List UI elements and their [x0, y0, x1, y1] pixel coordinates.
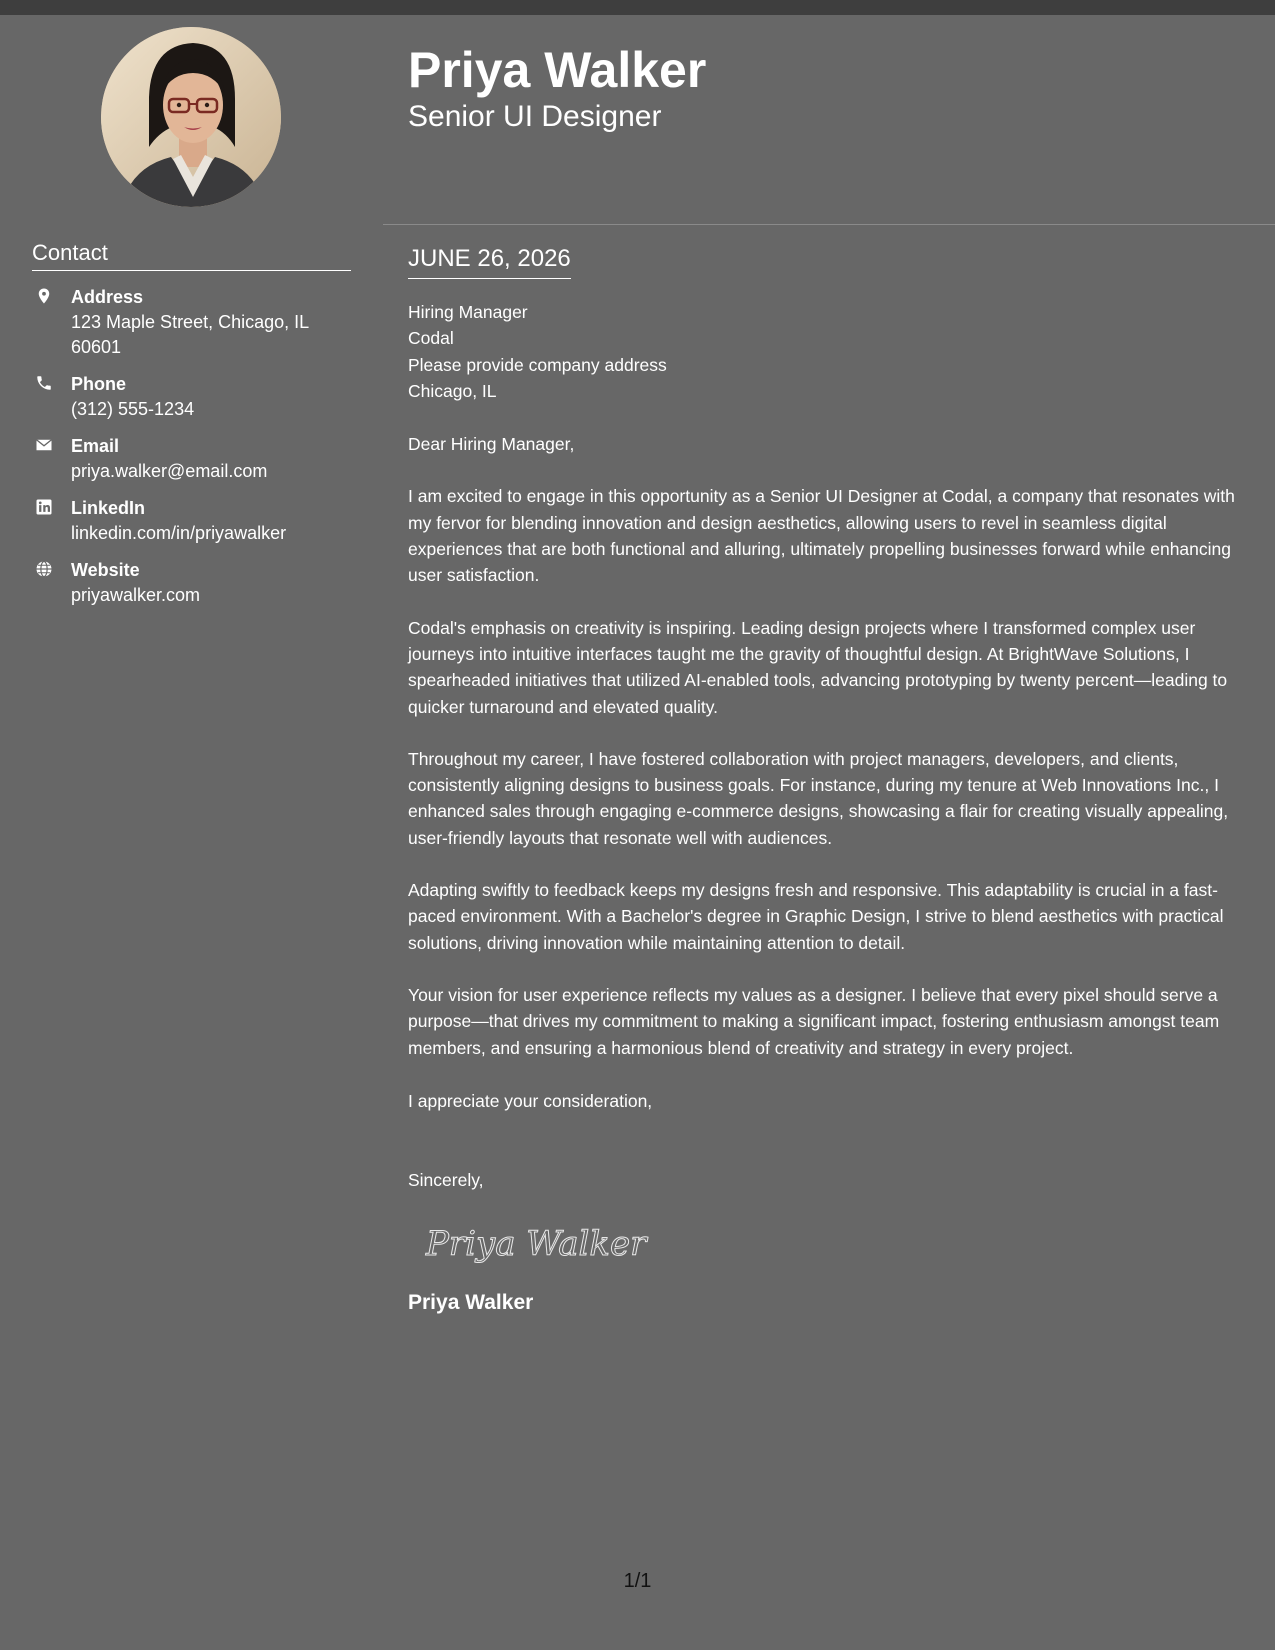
paragraph-1: I am excited to engage in this opportunity as a Senior UI Designer at Codal, a company that resonates with my fervor for blending innovation and design aesthetics, allowing users to revel in seamless digital experiences that are both functional and alluring, ultimately propelling businesses forward while enhancing user satisfaction. — [408, 486, 1235, 586]
closing-line: I appreciate your consideration, — [408, 1090, 653, 1111]
contact-list — [32, 285, 352, 620]
contact-item-linkedin — [32, 496, 352, 546]
svg-text:Priya Walker: Priya Walker — [426, 1224, 647, 1265]
linkedin-value[interactable]: linkedin.com/in/priyawalker — [71, 523, 287, 543]
job-title: Senior UI Designer — [408, 100, 662, 133]
envelope-icon — [35, 436, 53, 454]
contact-item-website — [32, 558, 352, 608]
letter-date: JUNE 26, 2026 — [408, 244, 571, 279]
contact-label: LinkedIn — [71, 498, 146, 518]
letter-body — [408, 244, 1253, 1317]
header — [408, 40, 706, 134]
recipient-name: Hiring Manager — [408, 302, 528, 322]
contact-item-email — [32, 434, 352, 484]
website-value[interactable]: priyawalker.com — [71, 585, 201, 605]
recipient-city: Chicago, IL — [408, 380, 497, 401]
paragraph-3: Throughout my career, I have fostered collaboration with project managers, developers, and clients, consistently aligning designs to business goals. For instance, during my tenure at Web Innovations Inc., I enhanced sales through engaging e-commerce designs, showcasing a flair for creating visually appealing, user-friendly layouts that resonate well with audiences. — [408, 748, 1229, 848]
sidebar — [0, 15, 383, 1650]
top-bar — [0, 0, 1275, 15]
phone-icon — [35, 374, 53, 392]
contact-item-phone — [32, 372, 352, 422]
header-divider — [383, 224, 1275, 225]
recipient-block — [408, 299, 1253, 404]
contact-label: Phone — [71, 374, 127, 394]
paragraph-5: Your vision for user experience reflects my values as a designer. I believe that every pixel should serve a purpose—that drives my commitment to making a significant impact, fostering enthusiasm amongst team members, and ensuring a harmonious blend of creativity and strategy in every project. — [408, 984, 1220, 1058]
contact-label: Email — [71, 436, 120, 456]
profile-photo — [101, 27, 281, 207]
paragraph-2: Codal's emphasis on creativity is inspiring. Leading design projects where I transformed complex user journeys into intuitive interfaces taught me the gravity of thoughtful design. At BrightWave Solutions, I spearheaded initiatives that utilized AI-enabled tools, advancing prototyping by twenty percent—leading to quicker turnaround and elevated quality. — [408, 617, 1228, 717]
recipient-company: Codal — [408, 328, 454, 349]
contact-label: Website — [71, 560, 140, 580]
recipient-address: Please provide company address — [408, 354, 667, 375]
signoff: Sincerely, — [408, 1170, 484, 1191]
paragraph-4: Adapting swiftly to feedback keeps my designs fresh and responsive. This adaptability is crucial in a fast-paced environment. With a Bachelor's degree in Graphic Design, I strive to blend aesthetics with practical solutions, driving innovation while maintaining attention to detail. — [408, 880, 1224, 953]
contact-item-address — [32, 285, 352, 360]
contact-label: Address — [71, 287, 144, 307]
address-value: 123 Maple Street, Chicago, IL 60601 — [71, 312, 309, 357]
candidate-name: Priya Walker — [408, 42, 707, 98]
phone-value: (312) 555-1234 — [71, 399, 195, 419]
greeting: Dear Hiring Manager, — [408, 434, 575, 455]
contact-heading: Contact — [32, 240, 351, 271]
map-pin-icon — [35, 287, 53, 305]
signature — [422, 1217, 662, 1267]
page-number: 1/1 — [623, 1570, 652, 1592]
globe-icon — [35, 560, 53, 578]
signed-name: Priya Walker — [408, 1290, 534, 1314]
linkedin-icon — [35, 498, 53, 516]
email-value[interactable]: priya.walker@email.com — [71, 461, 268, 481]
